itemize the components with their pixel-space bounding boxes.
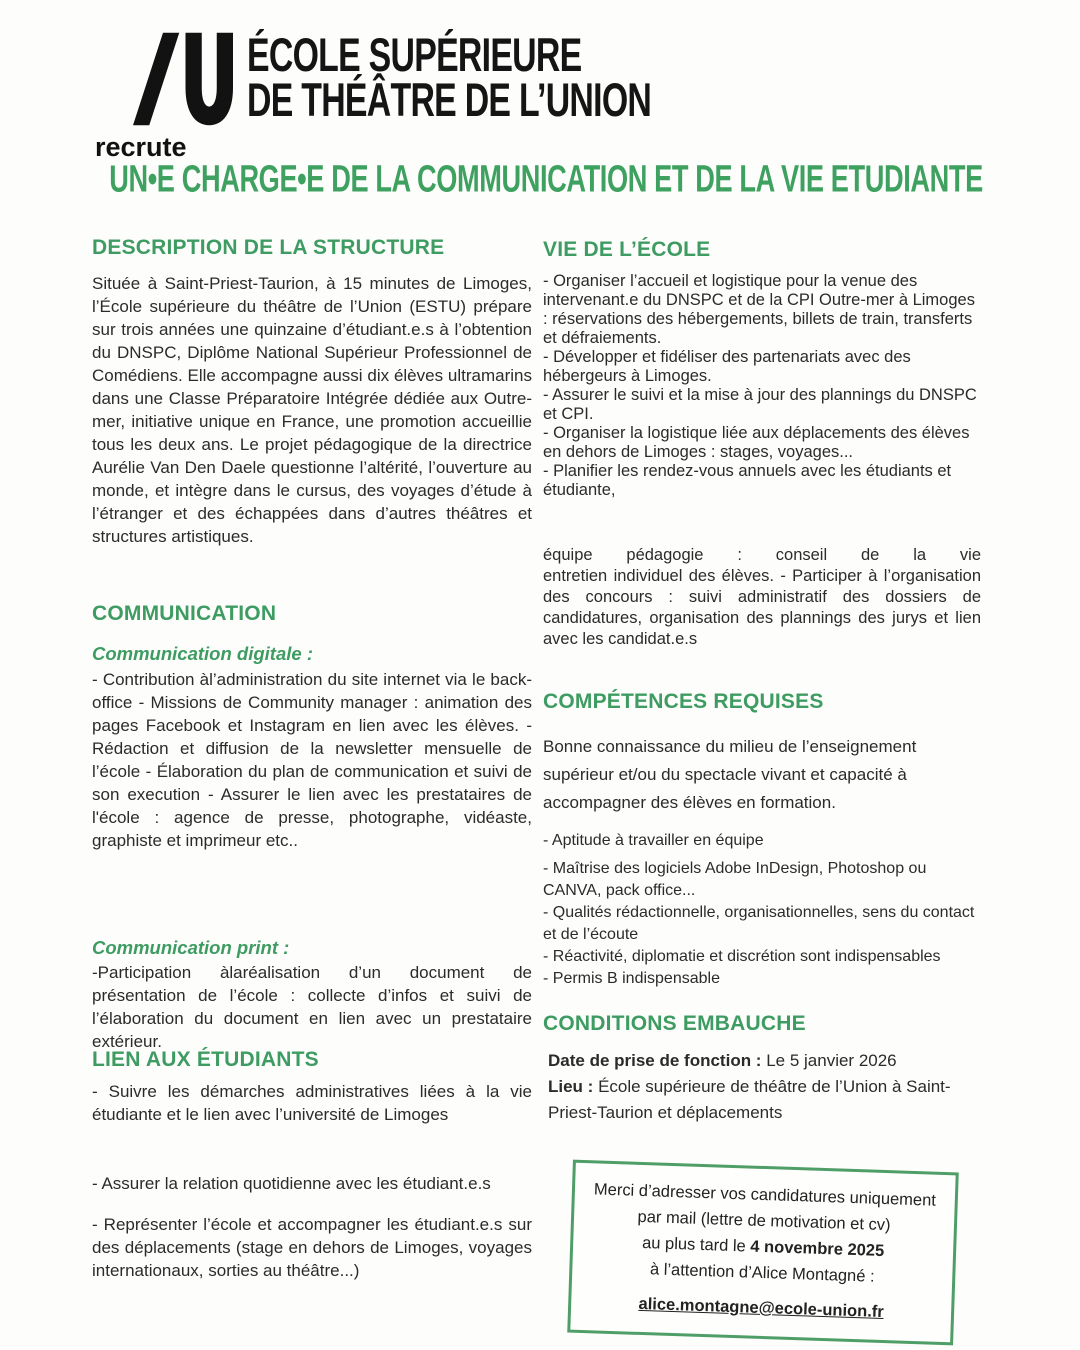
heading-communication: COMMUNICATION [92, 602, 277, 625]
apply-line2: par mail (lettre de motivation et cv) [637, 1207, 891, 1235]
school-name [247, 28, 808, 126]
list-item: - Assurer le suivi et la mise à jour des plannings du DNSPC et CPI. [543, 386, 977, 423]
list-item: - Aptitude à travailler en équipe [543, 832, 764, 849]
competences-list [543, 830, 981, 990]
competences-intro-paragraph: Bonne connaissance du milieu de l’enseignement supérieur et/ou du spectacle vivant et capacité à accompagner des élèves en formation. [543, 737, 917, 812]
list-item: - Maîtrise des logiciels Adobe InDesign, Photoshop ou CANVA, pack office... [543, 860, 927, 899]
estu-logo [133, 26, 233, 132]
job-title [0, 157, 1080, 201]
heading-description-structure: DESCRIPTION DE LA STRUCTURE [92, 236, 445, 259]
list-item: - Permis B indispensable [543, 970, 720, 987]
list-item: - Planifier les rendez-vous annuels avec les étudiants et étudiante, [543, 462, 952, 499]
apply-deadline: 4 novembre 2025 [750, 1237, 885, 1261]
recrute-label: recrute [95, 132, 187, 162]
vie-de-l-ecole-overflow-paragraph [543, 545, 981, 650]
list-item: - Organiser la logistique liée aux déplacements des élèves en dehors de Limoges : stages, voyages... [543, 424, 970, 461]
overflow-line: équipe pédagogie : conseil de la vie [543, 546, 981, 564]
apply-line4: à l’attention d’Alice Montagné : [649, 1260, 875, 1286]
slash-u-logo-icon [133, 26, 233, 132]
start-date-label: Date de prise de fonction : [548, 1051, 767, 1070]
application-instructions-box [567, 1160, 959, 1346]
location-line [548, 1074, 981, 1126]
list-item: - Organiser l’accueil et logistique pour la venue des intervenant.e du DNSPC et de la CPI Outre-mer à Limoges : réservations des hébergements, billets de train, transferts et défraiements. [543, 272, 975, 347]
vie-de-l-ecole-list [543, 272, 981, 500]
conditions-details [543, 1048, 981, 1126]
location-value: École supérieure de théâtre de l’Union à Saint-Priest-Taurion et déplacements [548, 1077, 951, 1122]
list-item: - Réactivité, diplomatie et discrétion sont indispensables [543, 948, 941, 965]
apply-line1: Merci d’adresser vos candidatures uniquement [593, 1180, 937, 1210]
list-item: - Représenter l’école et accompagner les étudiant.e.s sur des déplacements (stage en dehors de Limoges, voyages internationaux, sorties au théâtre...) [92, 1215, 532, 1280]
apply-line3-prefix: au plus tard le [641, 1233, 751, 1256]
heading-lien-aux-etudiants: LIEN AUX ÉTUDIANTS [92, 1048, 319, 1071]
subheading-communication-digitale: Communication digitale : [92, 643, 313, 664]
lien-aux-etudiants-list [92, 1080, 532, 1282]
school-name-line2: DE THÉÂTRE DE L’UNION [247, 73, 652, 126]
contact-email: alice.montagne@ecole-union.fr [638, 1294, 885, 1322]
start-date-line [548, 1048, 981, 1074]
job-title-text: UN•E CHARGE•E DE LA COMMUNICATION ET DE LA VIE ETUDIANTE [109, 157, 983, 201]
heading-competences-requises: COMPÉTENCES REQUISES [543, 690, 824, 713]
communication-print-paragraph: -Participation àlaréalisation d’un document de présentation de l’école : collecte d’infos et suivi de l’élaboration du document en lien avec un prestataire extérieur. [92, 963, 532, 1051]
list-item: - Assurer la relation quotidienne avec les étudiant.e.s [92, 1174, 491, 1193]
list-item: - Qualités rédactionnelle, organisationnelles, sens du contact et de l’écoute [543, 904, 975, 943]
communication-digitale-paragraph: - Contribution àl’administration du site internet via le back-office - Missions de Community manager : animation des pages Facebook et Instagram en lien avec les élèves. - Rédaction et diffusion de la newsletter mensuelle de l’école - Élaboration du plan de communication et suivi de son execution - Assurer le lien avec les prestataires de l'école : agence de presse, photographe, vidéaste, graphiste et imprimeur etc.. [92, 670, 532, 850]
start-date-value: Le 5 janvier 2026 [766, 1051, 897, 1070]
overflow-rest: entretien individuel des élèves. - Participer à l’organisation des concours : suivi administratif des dossiers de candidatures, organisation des plannings des jurys et lien avec les candidat.e.s [543, 567, 981, 648]
description-structure-paragraph: Située à Saint-Priest-Taurion, à 15 minutes de Limoges, l’École supérieure du théâtre de l’Union (ESTU) prépare sur trois années une quinzaine d’étudiant.e.s à l’obtention du DNSPC, Diplôme National Supérieur Professionnel de Comédiens. Elle accompagne aussi dix élèves ultramarins dans une Classe Préparatoire Intégrée dédiée aux Outre-mer, initiative unique en France, une promotion accueillie tous les deux ans. Le projet pédagogique de la directrice Aurélie Van Den Daele questionne l’altérité, l’ouverture au monde, et intègre dans le cursus, des voyages d’étude à l’étranger et des échappées dans d’autres théâtres et structures artistiques. [92, 274, 532, 546]
heading-vie-de-l-ecole: VIE DE L’ÉCOLE [543, 238, 711, 261]
location-label: Lieu : [548, 1077, 599, 1096]
subheading-communication-print: Communication print : [92, 937, 290, 958]
heading-conditions-embauche: CONDITIONS EMBAUCHE [543, 1012, 806, 1035]
school-name-line1: ÉCOLE SUPÉRIEURE [247, 28, 582, 81]
list-item: - Développer et fidéliser des partenariats avec des hébergeurs à Limoges. [543, 348, 911, 385]
list-item: - Suivre les démarches administratives liées à la vie étudiante et le lien avec l’université de Limoges [92, 1082, 532, 1124]
